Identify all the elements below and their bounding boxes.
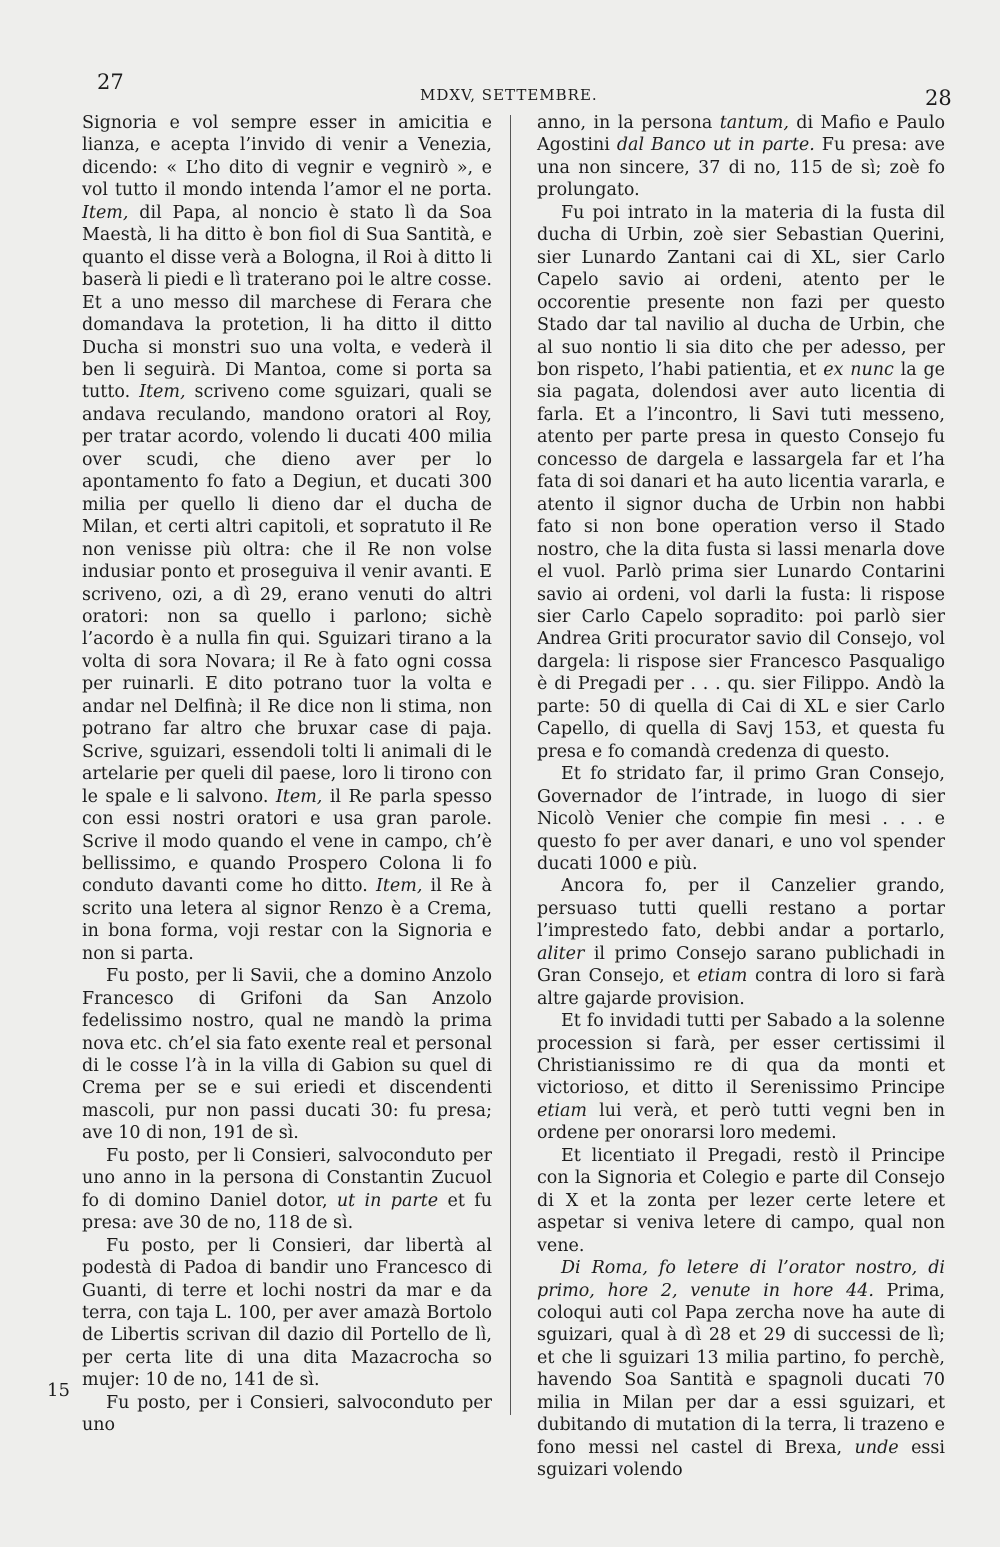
text-run: dil Papa, al noncio è stato lì da Soa Maestà, li ha ditto è bon fiol di Sua Santità, e quanto el disse verà a Bologna, il Roi à ditto li baserà li piedi e lì traterano poi le altre cosse. Et a uno messo dil marchese di Ferara che domandava la protetion, li ha ditto il ditto Ducha si monstri suo una volta, e vederà il ben li seguirà. Di Mantoa, come si porta sa tutto.	[82, 202, 492, 403]
italic-text: aliter	[537, 943, 585, 964]
paragraph	[82, 112, 492, 965]
left-column	[82, 112, 492, 1437]
column-number-left: 27	[97, 70, 124, 94]
italic-text: Item,	[139, 382, 186, 403]
text-run: Signoria e vol sempre esser in amicitia e lianza, e acepta l’invido di venir a Venezia, dicendo: « L’ho dito di vegnir e vegnirò », e vol tutto il mondo intenda l’amor el ne porta.	[82, 113, 492, 201]
text-run: di Mafio e Paulo Agostini	[537, 113, 945, 156]
text-run: Et fo stridato far, il primo Gran Consejo, Governador de l’intrade, in luogo di sier Nicolò Venier che compie fin mesi . . . e questo fo per aver danari, e uno vol spender ducati 1000 e più.	[537, 764, 945, 874]
text-run: Fu presa: ave una non sincere, 37 di no, 115 de sì; zoè fo prolungato.	[537, 135, 946, 201]
text-run: il Re parla spesso con essi nostri oratori e usa gran parole. Scrive il modo quando el vene in campo, ch’è bellissimo, e quando Prospero Colona li fo conduto davanti come ho ditto.	[82, 786, 493, 897]
italic-text: Item,	[375, 876, 423, 897]
column-divider	[510, 115, 511, 1415]
italic-text: etiam	[697, 966, 748, 987]
text-run: lui verà, et però tutti vegni ben in ordene per onorarsi loro medemi.	[537, 1100, 945, 1144]
paragraph	[537, 112, 945, 202]
text-run: anno, in la persona	[537, 113, 720, 133]
italic-text: unde	[854, 1437, 899, 1458]
column-number-right: 28	[925, 86, 952, 110]
text-run: Fu posto, per i Consieri, salvoconduto per uno	[82, 1392, 492, 1436]
text-run: Fu posto, per li Savii, che a domino Anzolo Francesco di Grifoni da San Anzolo fedelissimo nostro, qual ne mandò la prima nova etc. ch’el sia fato exente real et personal di le cosse l’à in la villa di Gabion su quel di Crema per se e sui eriedi et discendenti mascoli, pur non passi ducati 30: fu presa; ave 10 di non, 191 de sì.	[82, 966, 492, 1144]
paragraph	[82, 1145, 492, 1235]
paragraph	[82, 965, 492, 1145]
text-run: scriveno come sguizari, quali se andava reculando, mandono oratori al Roy, per tratar acordo, volendo li ducati 400 milia over scudi, che dieno aver per lo apontamento fo fato a Degiun, et ducati 300 milia per quello li dieno dar el ducha de Milan, et certi altri capitoli, et sopratuto il Re non venisse più oltra: che il Re non volse indusiar ponto et proseguiva il venir avanti. E scriveno, ozi, a dì 29, erano venuti do altri oratori: non sa quello i parlono; sichè l’acordo è a nulla fin qui. Sguizari tirano a la volta di sora Novara; il Re à fato ogni cossa per ruinarli. E dito potrano tuor la volta e andar nel Delfinà; il Re dice non li stima, non potrano far altro che bruxar case di paja. Scrive, sguizari, essendoli tolti li animali di le artelarie per queli dil paese, loro li tirono con le spale e li salvono.	[82, 382, 493, 807]
paragraph	[537, 1010, 945, 1145]
text-run: il primo Consejo sarano publichadi in Gran Consejo, et	[537, 943, 945, 987]
paragraph	[537, 1257, 945, 1482]
text-run: et fu presa: ave 30 de no, 118 de sì.	[82, 1190, 493, 1234]
text-run: Fu posto, per li Consieri, dar libertà al podestà di Padoa di bandir uno Francesco di Guanti, di terre et lochi nostri da mar e da terra, con taja L. 100, per aver amazà Bortolo de Libertis scrivan dil dazio dil Portello de lì, per certa lite di una dita Mazacrocha so mujer: 10 de no, 141 de sì.	[82, 1235, 492, 1391]
running-head: MDXV, SETTEMBRE.	[420, 86, 598, 104]
text-run: Et fo invidadi tutti per Sabado a la solenne procession si farà, per esser certissimi il Christianissimo re di qua da monti et victorioso, et ditto il Serenissimo Principe	[537, 1011, 945, 1099]
text-run: il Re à scrito una letera al signor Renzo è a Crema, in bona forma, voji restar con la Signoria e non si parta.	[82, 876, 492, 964]
paragraph	[82, 1235, 492, 1392]
italic-text: ut in parte	[336, 1190, 439, 1211]
italic-text: tantum,	[719, 113, 789, 133]
text-run: Fu poi intrato in la materia di la fusta dil ducha di Urbin, zoè sier Sebastian Querini, sier Lunardo Zantani cai di XL, sier Carlo Capelo savio ai ordeni, atento per le occorentie presente non fazi per questo Stado dar tal navilio al ducha de Urbin, che al suo nontio li sia dito che per adesso, per bon rispeto, l’habi patientia, et	[537, 202, 945, 380]
italic-text: dal Banco ut in parte.	[616, 135, 815, 156]
italic-text: Di Roma, fo letere di l’orator nostro, di primo, hore 2, venute in hore 44.	[537, 1258, 945, 1301]
paragraph	[537, 763, 945, 875]
italic-text: ex nunc	[823, 359, 894, 380]
italic-text: etiam	[537, 1100, 588, 1121]
text-run: Ancora fo, per il Canzelier grando, persuaso tutti quelli restano a portar l’imprestedo fato, debbi andar a portarlo,	[537, 876, 945, 942]
paragraph	[537, 875, 945, 1010]
text-run: Prima, coloqui auti col Papa zercha nove ha aute di sguizari, qual à dì 28 et 29 di successi de lì; et che li sguizari 13 milia partino, fo perchè, havendo Soa Santità e spagnoli ducati 70 milia in Milan per dar a essi sguizari, et dubitando di mutation di la terra, li trazeno e fono messi nel castel di Brexa,	[537, 1280, 945, 1458]
paragraph	[537, 1145, 945, 1257]
paragraph	[537, 202, 945, 763]
text-run: Fu posto, per li Consieri, salvoconduto per uno anno in la persona di Constantin Zucuol fo di domino Daniel dotor,	[82, 1145, 492, 1211]
paragraph	[82, 1392, 492, 1437]
text-run: Et licentiato il Pregadi, restò il Principe con la Signoria et Colegio e parte dil Consejo di X et la zonta per lezer certe letere et aspetar si veniva letere di campo, qual non vene.	[537, 1145, 945, 1256]
text-run: contra di loro si farà altre gajarde provision.	[537, 966, 945, 1009]
italic-text: Item,	[275, 786, 323, 807]
text-run: la ge sia pagata, dolendosi aver auto licentia di farla. Et a l’incontro, li Savi tuti messeno, atento per parte presa in questo Consejo fu concesso de dargela e lassargela far et l’ha fata di soi danari et ha auto licentia vararla, e atento il signor ducha de Urbin non habbi fato si non bone operation verso il Stado nostro, che la dita fusta si lassi menarla dove el vuol. Parlò prima sier Lunardo Contarini savio ai ordeni, vol darli la fusta: li rispose sier Carlo Capelo sopradito: poi parlò sier Andrea Griti procurator savio dil Consejo, vol dargela: li rispose sier Francesco Pasqualigo è di Pregadi per . . . qu. sier Filippo. Andò la parte: 50 di quella di Cai di XL e sier Carlo Capello, di quella di Savj 153, et questa fu presa e fo comandà credenza di questo.	[537, 359, 946, 762]
text-run: essi sguizari volendo	[537, 1437, 945, 1481]
margin-line-number: 15	[47, 1380, 70, 1401]
italic-text: Item,	[82, 202, 129, 223]
right-column	[537, 112, 945, 1482]
